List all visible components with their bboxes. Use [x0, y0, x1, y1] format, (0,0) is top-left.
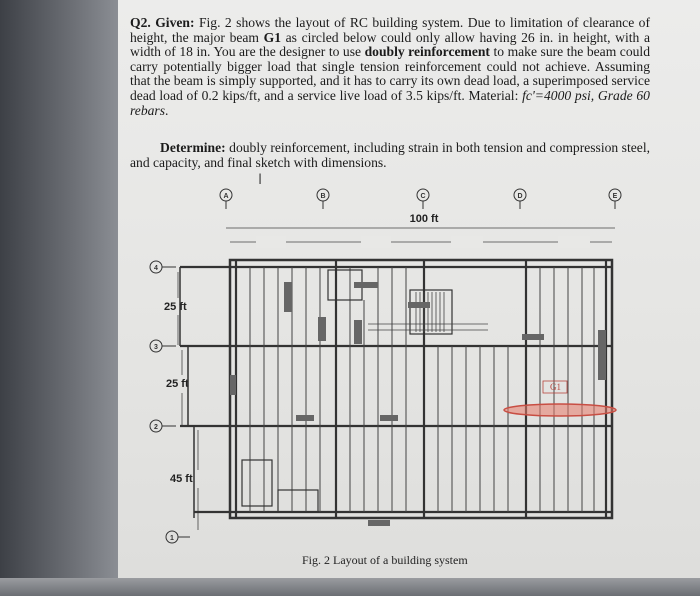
grid-label-2: 2 — [154, 424, 158, 431]
material-spec: fc'=4000 psi, Grade 60 rebars — [130, 87, 650, 118]
determine-label: Determine: — [160, 140, 226, 155]
given-text-1: Fig. 2 shows the layout of RC building system. Due to limitation of clearance of height, the major beam — [130, 15, 650, 45]
determine-text: doubly reinforcement, including strain in both tension and compression steel, and capacity, and final sketch with dimensions. — [130, 140, 650, 170]
story-dimension-3: 45 ft — [170, 473, 193, 485]
problem-number: Q2. — [130, 15, 151, 30]
document-page — [118, 0, 700, 578]
beam-g1-highlight — [504, 404, 616, 416]
given-text-2: as circled below could only allow having 26 in. in height, with a width of 18 in. You are the designer to use — [130, 29, 650, 60]
grid-label-3: 3 — [154, 344, 158, 351]
grid-label-e: E — [612, 193, 618, 200]
grid-label-d: D — [517, 193, 523, 200]
grid-label-b: B — [320, 193, 326, 200]
doubly-reinforcement-emphasis: doubly reinforcement — [364, 44, 490, 60]
monitor-bezel — [0, 0, 118, 596]
beam-g1-label: G1 — [550, 382, 561, 392]
given-label: Given: — [155, 15, 195, 30]
beam-name: G1 — [263, 29, 282, 45]
grid-label-1: 1 — [170, 535, 174, 542]
grid-label-c: C — [420, 193, 426, 200]
story-dimension-1: 25 ft — [164, 301, 187, 313]
grid-label-a: A — [223, 193, 229, 200]
building-layout-figure — [118, 0, 700, 578]
overall-dimension: 100 ft — [409, 213, 439, 225]
text-cursor-icon: I — [258, 172, 263, 188]
figure-caption: Fig. 2 Layout of a building system — [302, 553, 468, 567]
story-dimension-2: 25 ft — [166, 378, 189, 390]
monitor-bottom-edge — [0, 578, 700, 596]
given-text-3: to make sure the beam could carry potentially bigger load that single tension reinforcement could not achieve. Assuming that the beam is simply supported, and it has to carry its own dead load, a superimposed service dead load of 0.2 kips/ft, and a service live load of 3.5 kips/ft. Material: — [130, 44, 650, 103]
sentence-end: . — [165, 102, 169, 118]
grid-label-4: 4 — [154, 265, 158, 272]
